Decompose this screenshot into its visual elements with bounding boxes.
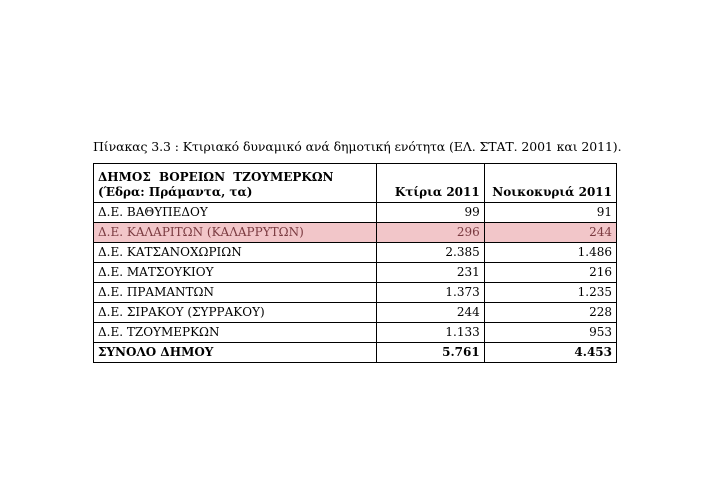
buildings-households-table <box>93 163 617 363</box>
table-row <box>94 243 617 263</box>
row-buildings: 1.133 <box>376 323 484 343</box>
row-name: Δ.Ε. ΒΑΘΥΠΕΔΟΥ <box>94 203 377 223</box>
row-households: 1.486 <box>484 243 616 263</box>
row-buildings: 2.385 <box>376 243 484 263</box>
header-households: Νοικοκυριά 2011 <box>484 164 616 203</box>
row-name: Δ.Ε. ΠΡΑΜΑΝΤΩΝ <box>94 283 377 303</box>
row-households: 1.235 <box>484 283 616 303</box>
total-households: 4.453 <box>484 343 616 363</box>
table-caption: Πίνακας 3.3 : Κτιριακό δυναμικό ανά δημοτική ενότητα (ΕΛ. ΣΤΑΤ. 2001 και 2011). <box>93 139 622 154</box>
row-buildings: 231 <box>376 263 484 283</box>
table-row <box>94 263 617 283</box>
table-row <box>94 283 617 303</box>
row-buildings: 99 <box>376 203 484 223</box>
table-total-row <box>94 343 617 363</box>
row-name: Δ.Ε. ΣΙΡΑΚΟΥ (ΣΥΡΡΑΚΟΥ) <box>94 303 377 323</box>
row-households: 91 <box>484 203 616 223</box>
row-name: Δ.Ε. ΚΑΛΑΡΙΤΩΝ (ΚΑΛΑΡΡΥΤΩΝ) <box>94 223 377 243</box>
total-name: ΣΥΝΟΛΟ ΔΗΜΟΥ <box>94 343 377 363</box>
table-row-highlighted <box>94 223 617 243</box>
row-households: 244 <box>484 223 616 243</box>
table-row <box>94 203 617 223</box>
row-buildings: 296 <box>376 223 484 243</box>
header-buildings: Κτίρια 2011 <box>376 164 484 203</box>
total-buildings: 5.761 <box>376 343 484 363</box>
row-name: Δ.Ε. ΤΖΟΥΜΕΡΚΩΝ <box>94 323 377 343</box>
table-row <box>94 303 617 323</box>
row-name: Δ.Ε. ΚΑΤΣΑΝΟΧΩΡΙΩΝ <box>94 243 377 263</box>
table-row <box>94 323 617 343</box>
row-households: 216 <box>484 263 616 283</box>
header-municipality-name: ΔΗΜΟΣ ΒΟΡΕΙΩΝ ΤΖΟΥΜΕΡΚΩΝ <box>98 170 334 184</box>
header-municipality <box>94 164 377 203</box>
table-header-row <box>94 164 617 203</box>
row-households: 228 <box>484 303 616 323</box>
row-households: 953 <box>484 323 616 343</box>
header-municipality-seat: (Έδρα: Πράμαντα, τα) <box>98 185 253 199</box>
row-buildings: 244 <box>376 303 484 323</box>
row-name: Δ.Ε. ΜΑΤΣΟΥΚΙΟΥ <box>94 263 377 283</box>
row-buildings: 1.373 <box>376 283 484 303</box>
